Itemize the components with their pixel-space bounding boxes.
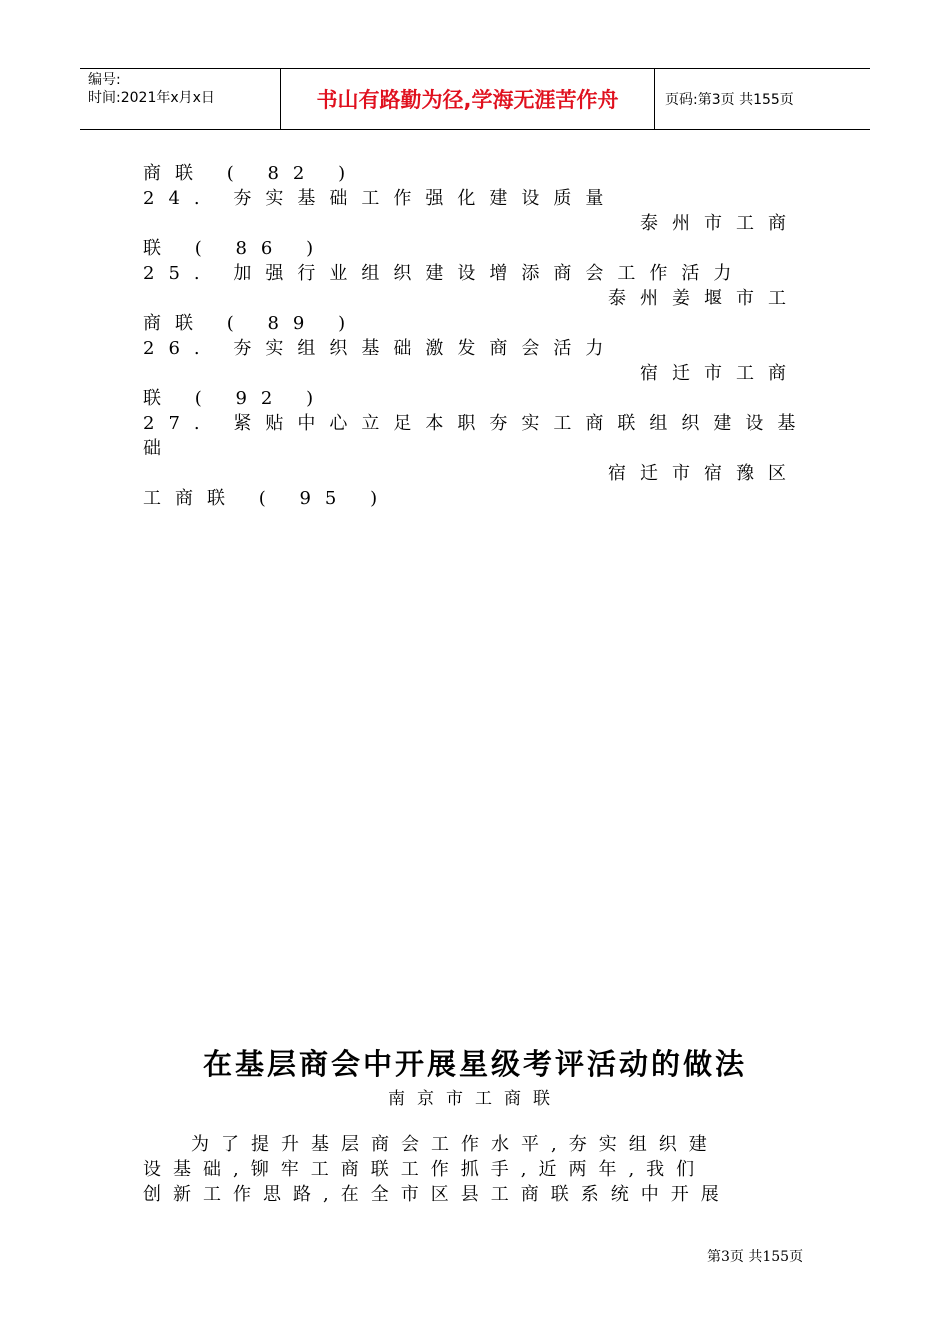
page-footer: 第3页 共155页 — [707, 1249, 804, 1265]
number-label: 编号: — [88, 72, 121, 88]
paragraph-line: 设基础,铆牢工商联工作抓手,近两年,我们 — [143, 1159, 707, 1180]
paragraph-line: 为了提升基层商会工作水平,夯实组织建 — [191, 1134, 719, 1155]
toc-line: 25. 加强行业组织建设增添商会工作活力 — [143, 263, 746, 284]
toc-line: 础 — [143, 438, 175, 459]
time-label: 时间:2021年x月x日 — [88, 90, 215, 106]
toc-line: 工商联 ( 95 ) — [143, 488, 392, 509]
toc-line: 27. 紧贴中心立足本职夯实工商联组织建设基 — [143, 413, 810, 434]
article-author: 南京市工商联 — [388, 1089, 562, 1109]
page-header — [80, 68, 870, 130]
header-motto: 书山有路勤为径,学海无涯苦作舟 — [281, 69, 655, 129]
toc-line: 宿迁市工商 — [640, 363, 800, 384]
toc-line: 商联 ( 82 ) — [143, 163, 360, 184]
toc-line: 联 ( 92 ) — [143, 388, 328, 409]
toc-line: 联 ( 86 ) — [143, 238, 328, 259]
toc-line: 26. 夯实组织基础激发商会活力 — [143, 338, 618, 359]
article-title: 在基层商会中开展星级考评活动的做法 — [202, 1047, 747, 1081]
header-meta — [80, 69, 281, 129]
toc-line: 泰州姜堰市工 — [608, 288, 800, 309]
toc-line: 商联 ( 89 ) — [143, 313, 360, 334]
header-page-info: 页码:第3页 共155页 — [665, 92, 794, 108]
paragraph-line: 创新工作思路,在全市区县工商联系统中开展 — [143, 1184, 731, 1205]
toc-line: 宿迁市宿豫区 — [608, 463, 800, 484]
toc-line: 泰州市工商 — [640, 213, 800, 234]
toc-line: 24. 夯实基础工作强化建设质量 — [143, 188, 618, 209]
